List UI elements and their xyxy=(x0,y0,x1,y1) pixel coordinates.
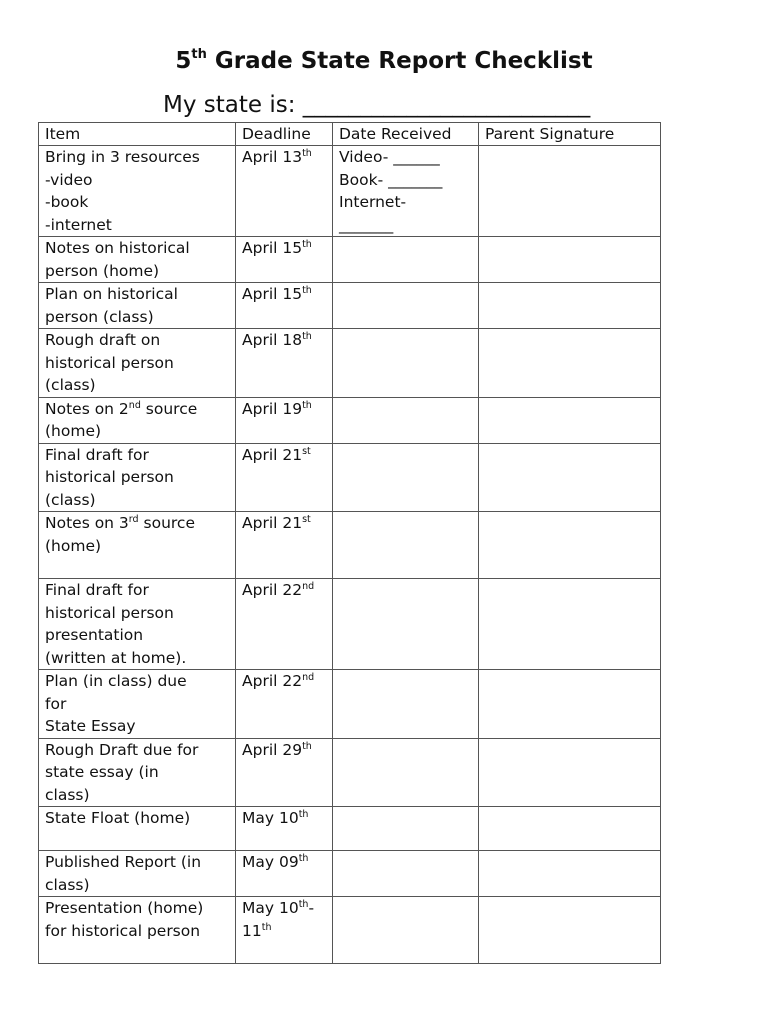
date-received-cell[interactable] xyxy=(333,443,479,512)
deadline-cell xyxy=(236,146,333,237)
deadline-cell xyxy=(236,897,333,964)
deadline-date: April 22 xyxy=(242,581,303,599)
title-ordinal-suffix: th xyxy=(191,47,207,62)
item-text: Plan on historical person (class) xyxy=(45,285,178,326)
deadline-ordinal-suffix: th xyxy=(302,331,312,342)
date-received-cell[interactable] xyxy=(333,897,479,964)
deadline-ordinal-suffix: st xyxy=(302,514,311,525)
table-row xyxy=(39,579,661,670)
parent-signature-cell[interactable] xyxy=(479,738,661,807)
item-text: source (home) xyxy=(45,399,198,440)
item-text: Bring in 3 resources -video -book -internet xyxy=(45,148,200,234)
item-text: Rough Draft due for state essay (in class) xyxy=(45,740,199,804)
deadline-cell xyxy=(236,738,333,807)
deadline-ordinal-suffix: th xyxy=(298,853,309,864)
deadline-cell xyxy=(236,397,333,443)
parent-signature-cell[interactable] xyxy=(479,329,661,398)
item-text: Published Report (in class) xyxy=(45,853,202,894)
deadline-cell xyxy=(236,851,333,897)
header-parent-signature: Parent Signature xyxy=(479,123,661,146)
deadline-date: April 21 xyxy=(242,445,303,464)
table-row xyxy=(39,807,661,851)
parent-signature-cell[interactable] xyxy=(479,512,661,579)
item-cell xyxy=(39,237,236,283)
parent-signature-cell[interactable] xyxy=(479,670,661,739)
item-text: Final draft for historical person (class) xyxy=(45,445,174,509)
date-received-cell[interactable] xyxy=(333,807,479,851)
deadline-ordinal-suffix: th xyxy=(302,148,312,159)
deadline-date: April 22 xyxy=(242,672,303,690)
deadline-date: April 15 xyxy=(242,239,303,257)
item-ordinal-suffix: nd xyxy=(128,399,141,411)
deadline-date: May 10 xyxy=(242,899,299,917)
header-row xyxy=(39,123,661,146)
item-cell xyxy=(39,283,236,329)
deadline-date: April 19 xyxy=(242,399,303,418)
title-text: Grade State Report Checklist xyxy=(214,48,593,74)
date-received-cell[interactable] xyxy=(333,670,479,739)
state-prompt xyxy=(163,88,590,122)
item-cell xyxy=(39,579,236,670)
item-text-start: Notes on 3 xyxy=(45,514,129,532)
deadline-date: April 29 xyxy=(242,740,303,759)
item-cell xyxy=(39,397,236,443)
header-item: Item xyxy=(39,123,236,146)
item-cell xyxy=(39,670,236,739)
deadline-ordinal-suffix: th xyxy=(302,239,312,250)
deadline-date: May 10 xyxy=(242,809,299,827)
deadline-extra-ordinal-suffix: th xyxy=(261,921,272,933)
deadline-ordinal-suffix: nd xyxy=(302,581,315,592)
parent-signature-cell[interactable] xyxy=(479,897,661,964)
date-received-cell[interactable] xyxy=(333,851,479,897)
deadline-date: May 09 xyxy=(242,853,299,871)
checklist-rows xyxy=(39,146,661,964)
deadline-cell xyxy=(236,329,333,398)
deadline-date: April 13 xyxy=(242,148,303,166)
parent-signature-cell[interactable] xyxy=(479,397,661,443)
deadline-ordinal-suffix: st xyxy=(302,445,311,457)
parent-signature-cell[interactable] xyxy=(479,146,661,237)
item-cell xyxy=(39,329,236,398)
deadline-ordinal-suffix: th xyxy=(302,740,312,752)
date-received-cell[interactable] xyxy=(333,329,479,398)
item-cell xyxy=(39,443,236,512)
item-text: Notes on historical person (home) xyxy=(45,239,190,280)
table-row xyxy=(39,329,661,398)
table-row xyxy=(39,738,661,807)
table-row xyxy=(39,146,661,237)
table-row xyxy=(39,443,661,512)
deadline-ordinal-suffix: th xyxy=(302,399,312,411)
item-ordinal-suffix: rd xyxy=(128,514,139,525)
item-text: source (home) xyxy=(45,514,195,555)
deadline-ordinal-suffix: th xyxy=(298,809,309,820)
deadline-cell xyxy=(236,443,333,512)
table-row xyxy=(39,851,661,897)
item-text: State Float (home) xyxy=(45,809,191,827)
item-text: Presentation (home) for historical person xyxy=(45,899,204,940)
deadline-extra: - 11 xyxy=(242,899,315,940)
state-blank[interactable]: _________________________ xyxy=(302,92,591,118)
deadline-cell xyxy=(236,579,333,670)
item-cell xyxy=(39,512,236,579)
parent-signature-cell[interactable] xyxy=(479,851,661,897)
item-cell xyxy=(39,851,236,897)
table-row xyxy=(39,283,661,329)
parent-signature-cell[interactable] xyxy=(479,807,661,851)
header-deadline: Deadline xyxy=(236,123,333,146)
date-received-cell[interactable] xyxy=(333,579,479,670)
date-received-cell[interactable] xyxy=(333,237,479,283)
parent-signature-cell[interactable] xyxy=(479,579,661,670)
parent-signature-cell[interactable] xyxy=(479,237,661,283)
deadline-ordinal-suffix: th xyxy=(298,899,309,910)
table-row xyxy=(39,897,661,964)
date-received-cell[interactable]: Video- ______ Book- _______ Internet- _______ xyxy=(333,146,479,237)
deadline-cell xyxy=(236,512,333,579)
item-cell xyxy=(39,807,236,851)
state-label: My state is: xyxy=(163,92,303,118)
item-cell xyxy=(39,897,236,964)
table-row xyxy=(39,397,661,443)
item-cell xyxy=(39,738,236,807)
item-text: Rough draft on historical person (class) xyxy=(45,331,174,394)
deadline-date: April 15 xyxy=(242,285,303,303)
page-title xyxy=(0,44,768,78)
title-number: 5 xyxy=(175,48,192,74)
deadline-ordinal-suffix: th xyxy=(302,285,312,296)
deadline-ordinal-suffix: nd xyxy=(302,672,315,683)
item-cell xyxy=(39,146,236,237)
deadline-cell xyxy=(236,670,333,739)
parent-signature-cell[interactable] xyxy=(479,283,661,329)
deadline-cell xyxy=(236,283,333,329)
date-received-cell[interactable] xyxy=(333,283,479,329)
table-row xyxy=(39,512,661,579)
checklist-table xyxy=(38,122,661,964)
deadline-cell xyxy=(236,237,333,283)
deadline-date: April 18 xyxy=(242,331,303,349)
date-received-cell[interactable] xyxy=(333,512,479,579)
deadline-cell xyxy=(236,807,333,851)
table-row xyxy=(39,670,661,739)
header-date-received: Date Received xyxy=(333,123,479,146)
item-text: Plan (in class) due for State Essay xyxy=(45,672,187,735)
date-received-cell[interactable] xyxy=(333,397,479,443)
date-received-cell[interactable] xyxy=(333,738,479,807)
parent-signature-cell[interactable] xyxy=(479,443,661,512)
item-text: Final draft for historical person presentation (written at home). xyxy=(45,581,187,667)
deadline-date: April 21 xyxy=(242,514,303,532)
table-row xyxy=(39,237,661,283)
item-text-start: Notes on 2 xyxy=(45,399,129,418)
